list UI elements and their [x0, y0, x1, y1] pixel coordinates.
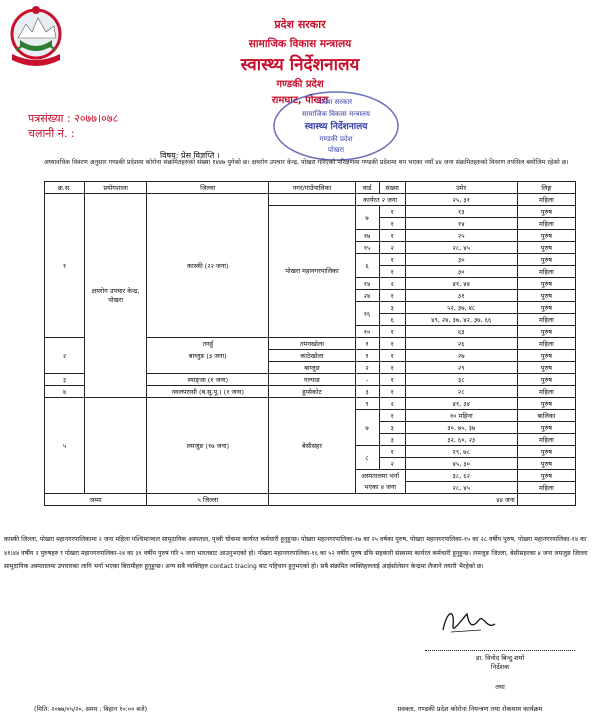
signer-role: प्रवक्ता, गण्डकी प्रदेश कोरोना नियन्त्रण तथा रोकथाम कार्यक्रम — [397, 705, 543, 713]
sex-cell: पुरुष — [517, 290, 575, 302]
ward-cell: अस्पतालमा भर्ना — [355, 470, 405, 482]
sex-cell: पुरुष — [517, 470, 575, 482]
count-cell: १ — [379, 206, 405, 218]
header-line-4: गण्डकी प्रदेश — [276, 79, 324, 90]
age-cell: २८, ४५ — [405, 242, 517, 254]
th-municipality: नगर/गाउँपालिका — [269, 182, 355, 194]
signer-and: तथा — [495, 683, 505, 691]
count-cell: २ — [379, 242, 405, 254]
header-line-2: सामाजिक विकास मन्त्रालय — [248, 38, 352, 50]
municipality-cell: पोखरा महानगरपालिका — [269, 206, 355, 338]
sex-cell: महिला — [517, 482, 575, 494]
count-cell: २ — [379, 458, 405, 470]
stamp-line-4: गण्डकी प्रदेश — [319, 135, 353, 143]
table-header-row — [45, 182, 576, 194]
ward-cell: ३ — [355, 386, 379, 398]
district-cell — [147, 362, 269, 374]
patra-sankhya: पत्रसंख्या : २०७७।०७८ — [28, 112, 119, 125]
district-cell: बाग्लुङ (३ जना) — [147, 350, 269, 362]
age-cell: ३०, ७५, ३७ — [405, 422, 517, 434]
sex-cell: पुरुष — [517, 230, 575, 242]
details-paragraph: कास्की जिल्ला, पोखरा महानगरपालिकामा २ जना महिला पश्चिमाञ्चल सामुदायिक अस्पताल, पृथ्वी चोकमा कार्यरत कर्मचारी हुनुहुन्छ। पोखरा महानगरपालिका-१७ का २५ वर्षका पुरुष, पोखरा महानगरपालिका-१५ का २८ वर्षीय पुरुष, पोखरा महानगरपालिका-१४ का ४१।४४ वर्षीय २ पुरुषहरु र पोखरा महानगरपालिका-२४ का ३१ वर्षीय पुरुष गरि ५ जना भारतबाट आउनुभएको हो। पोखरा महानगरपालिका-१६ का ५२ वर्षीय पुरुष डाँफे सहकारी संस्थामा कार्यरत कर्मचारी हुनुहुन्छ। लमजुङ जिल्ला, बेसीसहरका ४ जना लमजुङ जिल्ला सामुदायिक अस्पतालमा उपचारका लागि भर्ना भएका बिरामीहरु हुनुहुन्छ। अन्य सबै व्यक्तिहरु contact tracing बाट पहिचान हुनुभएको हो। सबै संक्रमित व्यक्तिहरुलाई आईसोलेसन केन्द्रमा लैजाने तयारी भैरहेको छ। — [4, 536, 588, 570]
sex-cell: पुरुष — [517, 398, 575, 410]
age-cell: ३२, ६०, २३ — [405, 434, 517, 446]
ward-cell: १४ — [355, 278, 379, 290]
ward-cell: ७ — [355, 410, 379, 446]
age-cell: ६३ — [405, 326, 517, 338]
count-cell: ३ — [379, 302, 405, 314]
age-cell: १३ — [405, 206, 517, 218]
age-cell: ३० — [405, 266, 517, 278]
sex-cell: महिला — [517, 434, 575, 446]
office-stamp-icon — [272, 90, 400, 162]
age-cell: ४१, ३४ — [405, 398, 517, 410]
count-cell: १ — [379, 218, 405, 230]
sex-cell: महिला — [517, 314, 575, 326]
header-line-1: प्रदेश सरकार — [274, 18, 326, 31]
ward-cell: कार्यरत २ जना — [355, 194, 405, 206]
district-cell: नवलपरासी (ब.सु.पू.) (१ जना) — [147, 386, 269, 398]
count-cell: १ — [379, 254, 405, 266]
signature-icon — [433, 600, 505, 642]
count-cell: ३ — [379, 422, 405, 434]
count-cell: २ — [379, 278, 405, 290]
count-cell: २ — [379, 398, 405, 410]
th-sex: लिङ्ग — [517, 182, 575, 194]
subject-line: विषय: प्रेस विज्ञप्ति । — [160, 151, 220, 160]
sn-cell: ३ — [45, 374, 85, 386]
stamp-line-1: प्रदेश सरकार — [319, 98, 353, 106]
count-cell: १ — [379, 386, 405, 398]
ward-cell: १६ — [355, 302, 379, 326]
ward-cell: १ — [355, 338, 379, 350]
age-cell: ४५, ३० — [405, 458, 517, 470]
th-lab: प्रयोगशाला — [85, 182, 147, 194]
age-cell: २६ — [405, 338, 517, 350]
total-districts: ५ जिल्ला — [147, 494, 269, 506]
th-age: उमेर — [405, 182, 517, 194]
total-count: ४४ जना — [269, 494, 517, 506]
date-line: (मिति: २०७७/०५/२०, समय : बिहान १०:०० बजे) — [34, 706, 148, 713]
count-cell: ३ — [379, 434, 405, 446]
sex-cell: महिला — [517, 266, 575, 278]
age-cell: २८, ४५ — [405, 482, 517, 494]
ward-cell: - — [355, 374, 379, 386]
th-ward: वार्ड — [355, 182, 379, 194]
municipality-cell: बाग्लुङ — [269, 362, 355, 374]
header-title: स्वास्थ्य निर्देशनालय — [240, 55, 360, 75]
signer-title: निर्देशक — [490, 663, 510, 671]
th-district: जिल्ला — [147, 182, 269, 194]
district-cell: लमजुङ (१७ जना) — [147, 398, 269, 494]
stamp-line-3: स्वास्थ्य निर्देशनालय — [304, 122, 368, 132]
age-cell: २७ — [405, 350, 517, 362]
sn-cell: १ — [45, 194, 85, 338]
sex-cell: महिला — [517, 338, 575, 350]
sn-cell: २ — [45, 338, 85, 374]
age-cell: ३० — [405, 254, 517, 266]
municipality-cell: हुप्सेकोट — [269, 386, 355, 398]
ward-cell: ९ — [355, 398, 379, 410]
lab-cell — [85, 398, 147, 494]
count-cell: १ — [379, 374, 405, 386]
district-cell: स्याङ्जा (१ जना) — [147, 374, 269, 386]
sex-cell: पुरुष — [517, 422, 575, 434]
th-sn: क्र.स. — [45, 182, 85, 194]
ward-cell: १७ — [355, 230, 379, 242]
sex-cell: महिला — [517, 218, 575, 230]
municipality-cell: बेसीसहर — [269, 398, 355, 494]
count-cell: १ — [379, 446, 405, 458]
ward-cell: १५ — [355, 242, 379, 254]
total-label: जम्मा — [45, 494, 147, 506]
age-cell: २९, ७८ — [405, 446, 517, 458]
ward-cell: २ — [355, 362, 379, 374]
age-cell: ४९, २४, ३७, ४२, ३७, ६६ — [405, 314, 517, 326]
table-row — [45, 398, 576, 410]
age-cell: ३८, ६२ — [405, 470, 517, 482]
sex-cell: पुरुष — [517, 302, 575, 314]
stamp-line-5: पोखरा — [327, 146, 345, 154]
intro-text: अघ्यावधिक विवरण अनुसार गण्डकी प्रदेशमा कोरोना संक्रमितहरुको संख्या १४४७ पुगेको छ। क्षयरोग उपचार केन्द्र, पोखरा गरिएको परिक्षणमा गण्डकी प्रदेशमा थप भएका नयाँ ४४ जना संक्रमितहरुको विवरण तपसिल बमोजिम रहेको छ। — [44, 159, 569, 166]
sex-cell: पुरुष — [517, 326, 575, 338]
age-cell: ३८ — [405, 374, 517, 386]
age-cell: ४१, ४४ — [405, 278, 517, 290]
district-cell: कास्की (२२ जना) — [147, 194, 269, 338]
sex-cell: पुरुष — [517, 350, 575, 362]
age-cell: १० महिना — [405, 410, 517, 422]
sex-cell: पुरुष — [517, 374, 575, 386]
sex-cell: महिला — [517, 194, 575, 206]
total-empty — [517, 494, 575, 506]
municipality-cell: गल्याङ — [269, 374, 355, 386]
ward-cell: भएका ४ जना — [355, 482, 405, 494]
municipality-cell: तमनखोला — [269, 338, 355, 350]
age-cell: २५ — [405, 230, 517, 242]
count-cell: १ — [379, 290, 405, 302]
sex-cell: पुरुष — [517, 278, 575, 290]
count-cell: १ — [379, 266, 405, 278]
th-count: संख्या — [379, 182, 405, 194]
cases-table — [44, 181, 576, 506]
age-cell: २८ — [405, 386, 517, 398]
count-cell: १ — [379, 230, 405, 242]
count-cell: १ — [379, 410, 405, 422]
header-line-5: रामघाट, पोखरा — [271, 95, 329, 106]
sex-cell: महिला — [517, 386, 575, 398]
signer-name: डा. विनोद बिन्दु शर्मा — [425, 650, 575, 662]
sex-cell: पुरुष — [517, 242, 575, 254]
ward-cell: १ — [355, 350, 379, 362]
age-cell: ३१ — [405, 290, 517, 302]
count-cell: ६ — [379, 314, 405, 326]
count-cell: १ — [379, 350, 405, 362]
sn-cell: ४ — [45, 386, 85, 398]
count-cell: १ — [379, 326, 405, 338]
ward-cell: १० — [355, 326, 379, 338]
ward-cell: ६ — [355, 254, 379, 278]
ward-cell: ८ — [355, 446, 379, 470]
age-cell: ५२, ३७, ४८ — [405, 302, 517, 314]
sex-cell: बालिका — [517, 410, 575, 422]
stamp-line-2: सामाजिक विकास मन्त्रालय — [302, 110, 370, 118]
ward-cell: २४ — [355, 290, 379, 302]
count-cell: १ — [379, 338, 405, 350]
ward-cell: ७ — [355, 206, 379, 230]
sex-cell: पुरुष — [517, 458, 575, 470]
sex-cell: पुरुष — [517, 362, 575, 374]
age-cell: २५, ३१ — [405, 194, 517, 206]
district-cell: तनहुँ — [147, 338, 269, 350]
municipality-cell: काठेखोला — [269, 350, 355, 362]
age-cell: १४ — [405, 218, 517, 230]
sex-cell: पुरुष — [517, 446, 575, 458]
sn-cell: ५ — [45, 398, 85, 494]
count-cell: १ — [379, 362, 405, 374]
lab-cell: क्षयरोग उपचार केन्द्र, पोखरा — [85, 194, 147, 398]
chalani-number: चलानी नं. : — [28, 127, 75, 140]
sex-cell: पुरुष — [517, 254, 575, 266]
table-row — [45, 194, 576, 206]
total-row — [45, 494, 576, 506]
age-cell: २९ — [405, 362, 517, 374]
sex-cell: पुरुष — [517, 206, 575, 218]
municipality-cell — [269, 194, 355, 206]
